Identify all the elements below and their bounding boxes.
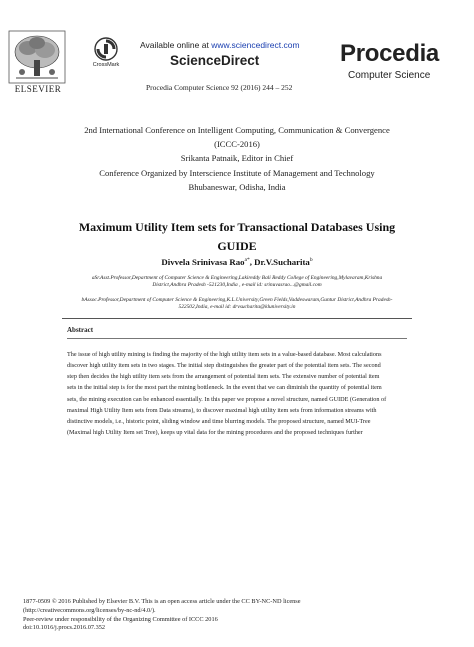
availability-prefix: Available online at bbox=[140, 40, 212, 50]
paper-title bbox=[40, 218, 434, 256]
affiliation-line: bAssoc.Professor,Department of Computer Science & Engineering,K.L.University,Green Fields,Vaddeswaram,Guntur District,Andhra Pradesh- bbox=[81, 297, 393, 303]
conference-line: Conference Organized by Interscience Institute of Management and Technology bbox=[99, 167, 375, 178]
journal-subtitle: Computer Science bbox=[348, 70, 431, 81]
affiliation-line: 522502,India, e-mail id: drvsucharita@kluniversity.in bbox=[178, 304, 296, 310]
author-affiliation-mark: b bbox=[309, 257, 313, 264]
footer-line: Peer-review under responsibility of the Organizing Committee of ICCC 2016 bbox=[23, 615, 218, 623]
abstract-line: (Maximal high Utility Item set Tree), keeps up vital data for the mining procedures and the proposed techniques further bbox=[67, 429, 363, 437]
abstract-body bbox=[67, 349, 407, 438]
conference-line: Bhubaneswar, Odisha, India bbox=[188, 181, 286, 192]
abstract-line: distinctive models, i.e., historic point, sliding window and time blurring models. The proposed structure, named MUI-Tree bbox=[67, 417, 371, 425]
crossmark-icon[interactable] bbox=[94, 37, 118, 61]
author-line bbox=[40, 257, 434, 267]
abstract-line: discover high utility item sets in two stages. The initial step distinguishes the greater part of the potential item sets. The second bbox=[67, 362, 381, 370]
conference-info bbox=[40, 123, 434, 194]
footer-line: 1877-0509 © 2016 Published by Elsevier B.V. This is an open access article under the CC BY-NC-ND license bbox=[23, 598, 301, 605]
license-link[interactable]: (http://creativecommons.org/licenses/by-nc-nd/4.0/). bbox=[23, 606, 156, 614]
abstract-line: step then decides the high utility item sets from the arrangement of potential item sets. The extensive number of potential item bbox=[67, 373, 380, 381]
author-separator: , bbox=[249, 257, 255, 267]
conference-line: Srikanta Patnaik, Editor in Chief bbox=[180, 153, 294, 164]
author-name: Divvela Srinivasa Rao bbox=[161, 257, 245, 267]
sciencedirect-title: ScienceDirect bbox=[170, 53, 260, 68]
conference-line: (ICCC-2016) bbox=[214, 139, 260, 150]
sciencedirect-link[interactable]: www.sciencedirect.com bbox=[211, 40, 300, 50]
journal-title: Procedia bbox=[340, 40, 439, 67]
author-name: Dr.V.Sucharita bbox=[254, 257, 310, 267]
section-divider bbox=[62, 318, 412, 319]
copyright-footer bbox=[23, 598, 453, 633]
paper-title-line: Maximum Utility Item sets for Transactional Databases Using bbox=[78, 220, 396, 234]
article-header bbox=[0, 0, 474, 100]
abstract-line: sets, the mining execution can be enhanced essentially. In this paper we propose a novel structure, named GUIDE (Generation of bbox=[67, 395, 387, 403]
affiliation-line: District,Andhra Pradesh -521230,India , e-mail id: srinuvasrao...@gmail.com bbox=[152, 282, 322, 288]
abstract-heading: Abstract bbox=[67, 326, 94, 334]
publisher-name: ELSEVIER bbox=[14, 84, 62, 94]
journal-reference: Procedia Computer Science 92 (2016) 244 – 252 bbox=[146, 83, 293, 92]
doi-link[interactable]: doi:10.1016/j.procs.2016.07.352 bbox=[23, 624, 106, 632]
affiliation-line: aSr.Asst.Professor,Department of Computer Science & Engineering,Lakireddy Bali Reddy College of Engineering,Mylavaram,Krishna bbox=[91, 275, 383, 281]
affiliation-b bbox=[70, 297, 404, 311]
conference-line: 2nd International Conference on Intelligent Computing, Communication & Convergence bbox=[84, 125, 390, 135]
author-affiliation-mark: a* bbox=[244, 257, 250, 264]
affiliation-a bbox=[70, 275, 404, 289]
abstract-line: sets in the initial step is for the most part the mining bottleneck. In the event that we can diminish the quantity of potential item bbox=[67, 384, 382, 392]
abstract-divider bbox=[67, 338, 407, 339]
abstract-line: maximal High Utility Item sets from Data streams), to discover maximal high utility item sets from information streams with bbox=[67, 406, 377, 414]
abstract-line: The issue of high utility mining is finding the majority of the high utility item sets in a value-based database. Most calculations bbox=[67, 351, 382, 358]
crossmark-label: CrossMark bbox=[92, 62, 120, 68]
availability-line bbox=[140, 40, 300, 50]
elsevier-tree-logo bbox=[8, 30, 66, 92]
paper-title-line: GUIDE bbox=[217, 239, 257, 253]
